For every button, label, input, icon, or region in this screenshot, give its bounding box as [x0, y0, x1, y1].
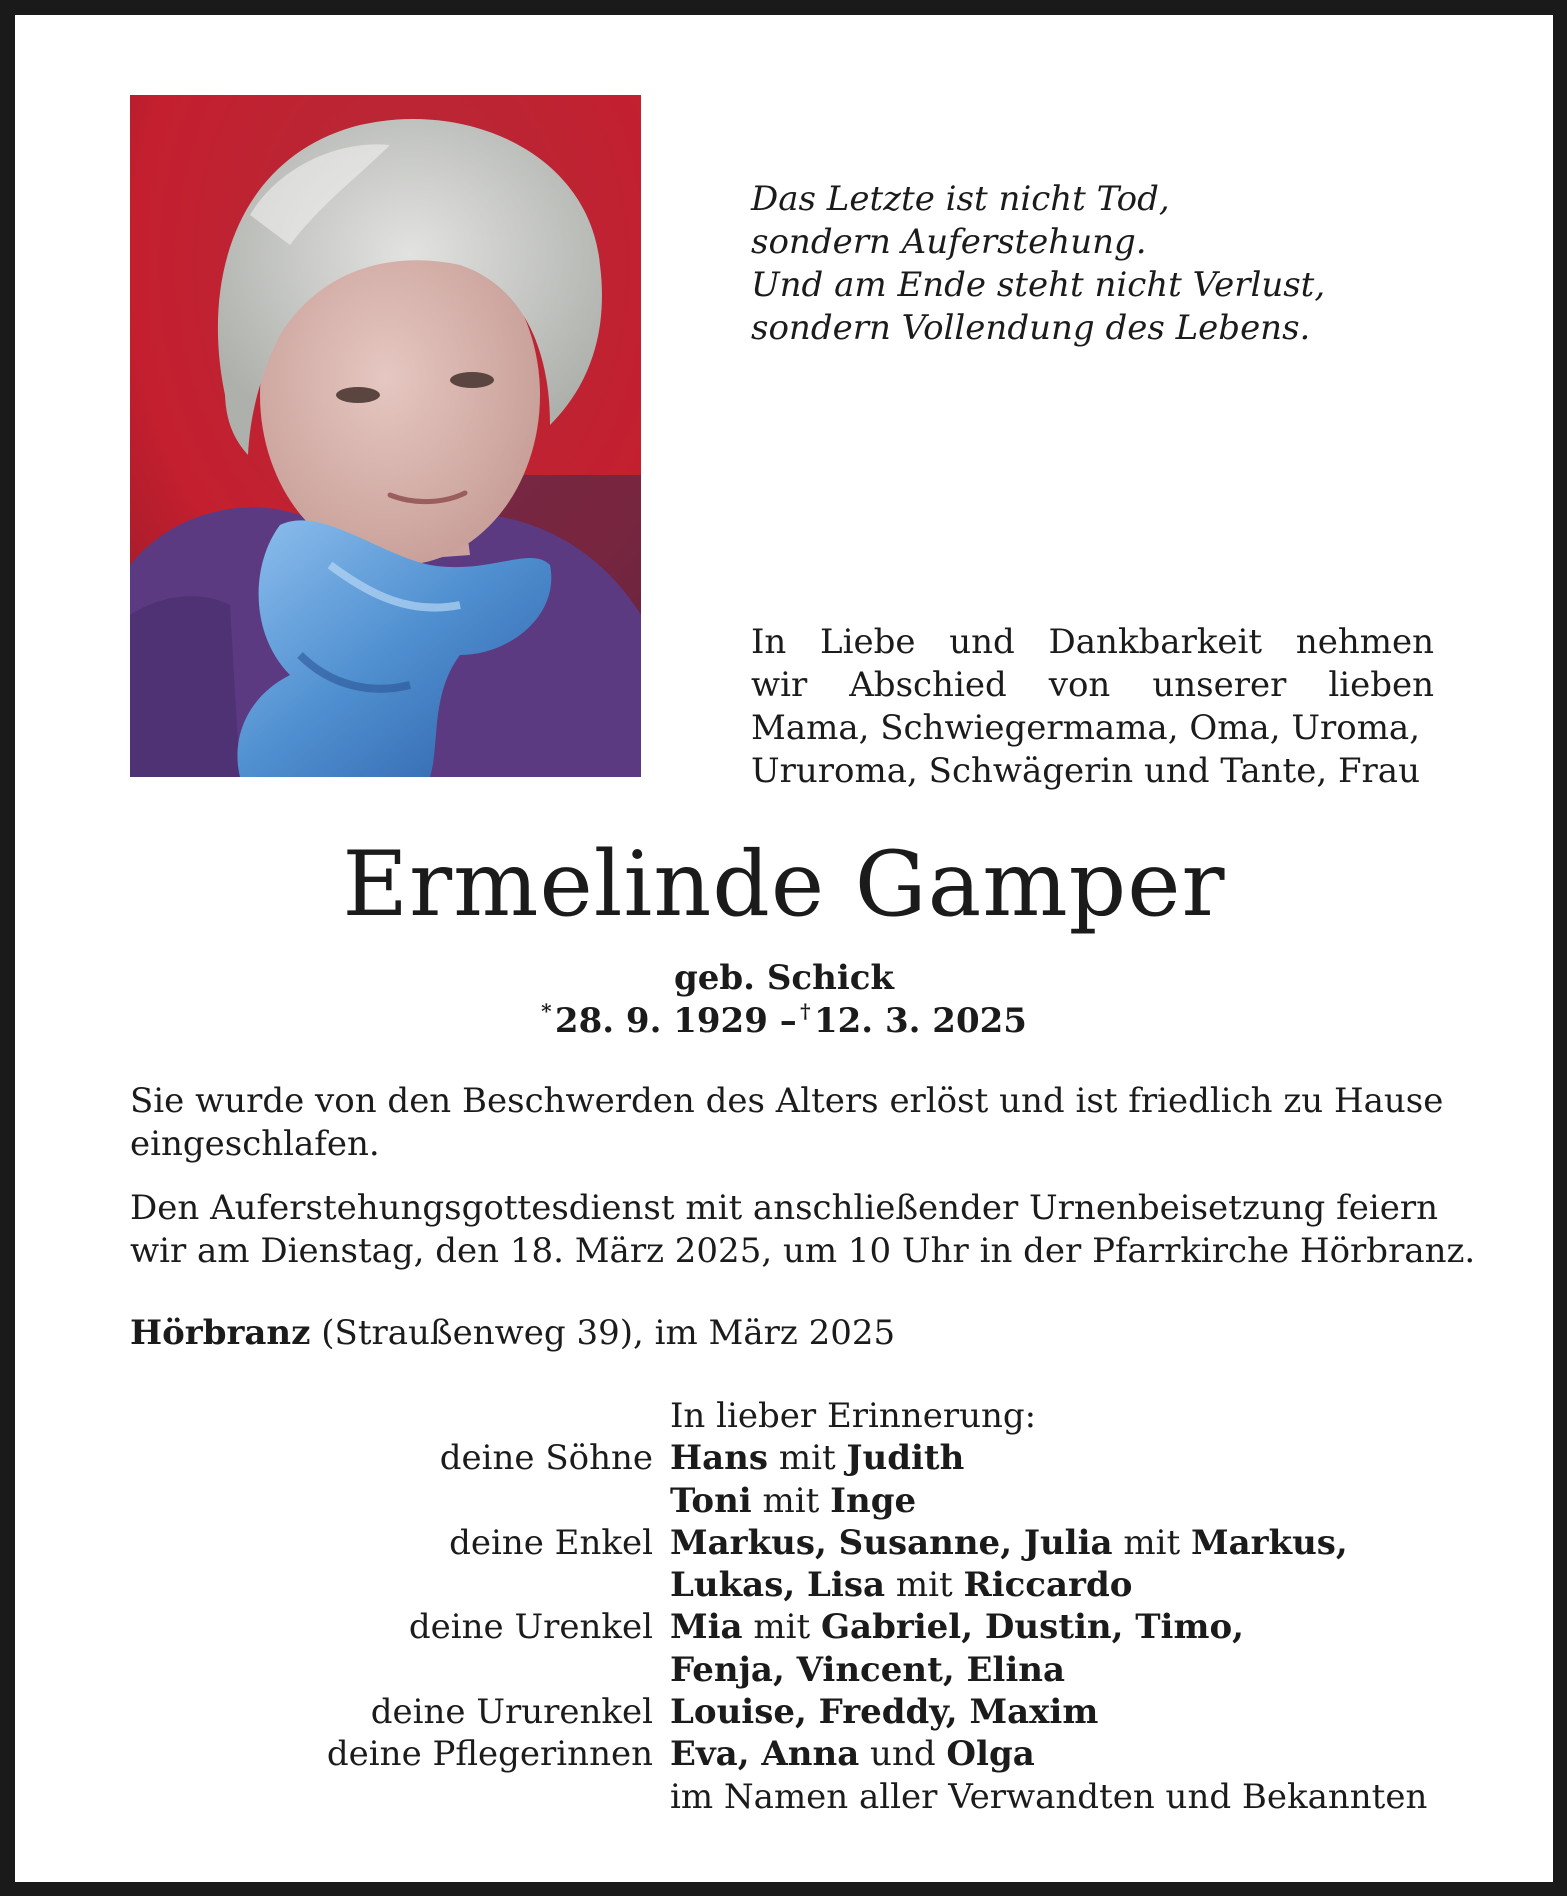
relation-label	[15, 1480, 670, 1522]
mourner-name: Inge	[830, 1480, 917, 1521]
mourner-row	[15, 1733, 1553, 1775]
motto-verse	[751, 178, 1326, 350]
mourners-list	[15, 1395, 1553, 1818]
paragraph-line: eingeschlafen.	[130, 1124, 380, 1164]
mourner-name: Markus,	[1190, 1522, 1348, 1563]
mourner-name: Olga	[946, 1734, 1035, 1775]
mourner-names	[670, 1437, 964, 1479]
mourner-name: Eva, Anna	[670, 1734, 860, 1775]
mourner-names	[670, 1480, 916, 1522]
mourner-names	[670, 1776, 1427, 1818]
maiden-name: geb. Schick	[673, 958, 894, 998]
mourner-names	[670, 1649, 1065, 1691]
mourner-names	[670, 1691, 1098, 1733]
motto-line: sondern Vollendung des Lebens.	[751, 308, 1311, 348]
mourners-intro-row	[15, 1395, 1553, 1437]
farewell-line: In Liebe und Dankbarkeit nehmen	[751, 622, 1434, 662]
motto-line: Und am Ende steht nicht Verlust,	[751, 265, 1326, 305]
mourner-row	[15, 1776, 1553, 1818]
birth-date: 28. 9. 1929	[554, 1001, 768, 1041]
mourner-row	[15, 1480, 1553, 1522]
relation-label: deine Enkel	[449, 1522, 653, 1563]
mourner-row	[15, 1649, 1553, 1691]
portrait-photo	[130, 95, 641, 777]
connector-text: mit	[742, 1607, 821, 1648]
passing-paragraph	[130, 1080, 1453, 1166]
mourner-row	[15, 1522, 1553, 1564]
mourner-name: Riccardo	[963, 1565, 1133, 1606]
relation-label: deine Urenkel	[408, 1607, 653, 1648]
mourner-names	[670, 1522, 1348, 1564]
farewell-line: Mama, Schwiegermama, Oma, Uroma,	[751, 708, 1421, 748]
mourner-name: Louise, Freddy, Maxim	[670, 1692, 1099, 1733]
connector-text: mit	[768, 1438, 847, 1479]
mourner-names	[670, 1606, 1244, 1648]
mourner-row	[15, 1437, 1553, 1479]
farewell-text	[751, 621, 1434, 793]
place-rest: (Straußenweg 39), im März 2025	[310, 1313, 896, 1353]
farewell-line: wir Abschied von unserer lieben	[751, 665, 1434, 705]
mourner-name: Hans	[670, 1438, 769, 1479]
paragraph-line: wir am Dienstag, den 18. März 2025, um 10 Uhr in der Pfarrkirche Hörbranz.	[130, 1231, 1476, 1271]
motto-line: Das Letzte ist nicht Tod,	[751, 179, 1170, 219]
mourner-name: Markus, Susanne, Julia	[670, 1522, 1113, 1563]
relation-label: deine Söhne	[439, 1438, 653, 1479]
relation-label	[15, 1776, 670, 1818]
mourner-row	[15, 1564, 1553, 1606]
mourner-name: Toni	[670, 1480, 752, 1521]
mourner-names	[670, 1733, 1035, 1775]
service-paragraph	[130, 1187, 1476, 1273]
farewell-line: Ururoma, Schwägerin und Tante, Frau	[751, 751, 1420, 791]
death-mark: †	[800, 999, 811, 1023]
mourner-name: Fenja, Vincent, Elina	[670, 1649, 1065, 1690]
mourner-row	[15, 1691, 1553, 1733]
mourner-names	[670, 1564, 1132, 1606]
relation-label	[15, 1564, 670, 1606]
mourner-row	[15, 1606, 1553, 1648]
motto-line: sondern Auferstehung.	[751, 222, 1147, 262]
place-town: Hörbranz	[130, 1313, 311, 1353]
birth-mark: *	[541, 999, 552, 1023]
connector-text: mit	[751, 1480, 831, 1521]
mourner-name: Mia	[670, 1607, 743, 1648]
mourner-name: Lukas, Lisa	[670, 1565, 886, 1606]
date-dash: –	[779, 1001, 797, 1041]
deceased-name: Ermelinde Gamper	[342, 832, 1226, 937]
relation-label: deine Ururenkel	[370, 1692, 653, 1733]
death-date: 12. 3. 2025	[813, 1001, 1027, 1041]
mourner-rows	[15, 1437, 1553, 1818]
connector-text: mit	[885, 1565, 964, 1606]
life-dates	[15, 999, 1553, 1043]
connector-text: und	[859, 1734, 947, 1775]
mourners-intro: In lieber Erinnerung:	[670, 1396, 1037, 1436]
paragraph-line: Den Auferstehungsgottesdienst mit anschließender Urnenbeisetzung feiern	[130, 1188, 1438, 1228]
connector-text: mit	[1112, 1522, 1191, 1563]
relation-label: deine Pflegerinnen	[326, 1734, 653, 1775]
connector-text: im Namen aller Verwandten und Bekannten	[670, 1776, 1428, 1817]
paragraph-line: Sie wurde von den Beschwerden des Alters erlöst und ist friedlich zu Hause	[130, 1081, 1444, 1121]
place-and-date	[130, 1312, 895, 1355]
relation-label	[15, 1649, 670, 1691]
mourner-name: Judith	[846, 1438, 965, 1479]
portrait-illustration	[130, 95, 641, 777]
mourner-name: Gabriel, Dustin, Timo,	[821, 1607, 1244, 1648]
